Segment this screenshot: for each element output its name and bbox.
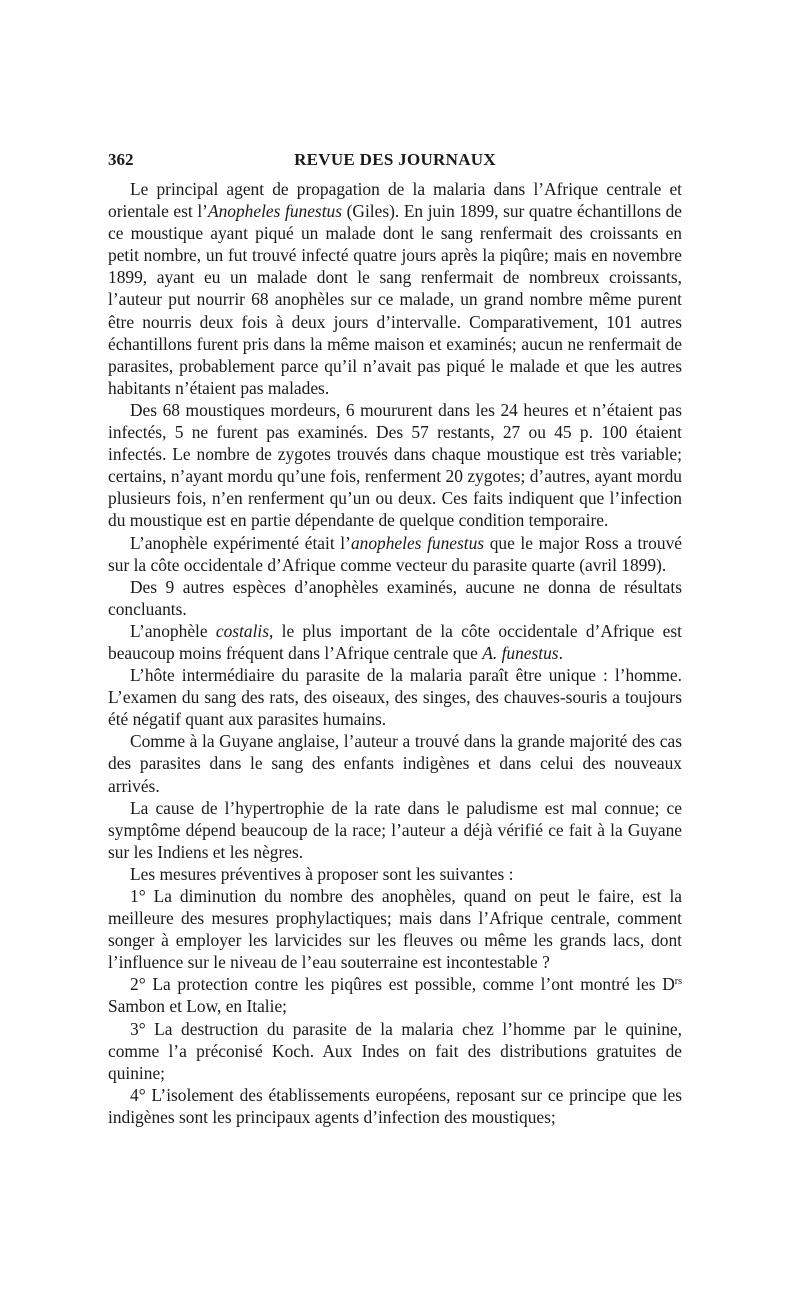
paragraph-measure-1: 1° La diminution du nombre des anophèles, quand on peut le faire, est la meilleure des mesures prophylactiques; mais dans l’Afrique centrale, comment songer à employer les larvicides sur les fleuves ou même les grands lacs, dont l’influence sur le niveau de l’eau souterraine est incontestable ? (108, 886, 682, 973)
page-header (108, 150, 682, 172)
species-name: costalis (215, 620, 270, 641)
paragraph-other-species: Des 9 autres espèces d’anophèles examinés, aucune ne donna de résultats concluants. (108, 576, 682, 619)
paragraph-costalis: L’anophèle costalis, le plus important de la côte occidentale d’Afrique est beaucoup moins fréquent dans l’Afrique centrale que A. funestus. (108, 620, 682, 663)
page-number: 362 (108, 150, 134, 169)
paragraph-measure-3: 3° La destruction du parasite de la malaria chez l’homme par le quinine, comme l’a préconisé Koch. Aux Indes on fait des distributions gratuites de quinine; (108, 1018, 682, 1083)
article-body (108, 178, 682, 1128)
paragraph-measure-2: 2° La protection contre les piqûres est possible, comme l’ont montré les $D^{rs}$ Sambon et Low, en Italie; (108, 974, 682, 1017)
species-name: Anopheles funestus (207, 201, 342, 222)
species-name: A. funestus (482, 642, 559, 663)
paragraph-preventive-measures: Les mesures préventives à proposer sont les suivantes : (130, 863, 514, 884)
paragraph-spleen: La cause de l’hypertrophie de la rate dans le paludisme est mal connue; ce symptôme dépend beaucoup de la race; l’auteur a déjà vérifié ce fait à la Guyane sur les Indiens et les nègres. (108, 797, 682, 862)
paragraph-anopheles-funestus: Le principal agent de propagation de la malaria dans l’Afrique centrale et orientale est l’Anopheles funestus (Giles). En juin 1899, sur quatre échantillons de ce moustique ayant piqué un malade dont le sang renfermait des croissants en petit nombre, un fut trouvé infecté quatre jours après la piqûre; mais en novembre 1899, ayant eu un malade dont le sang renfermait de nombreux croissants, l’auteur put nourrir 68 anophèles sur ce malade, un grand nombre même purent être nourris deux fois à deux jours d’intervalle. Comparativement, 101 autres échantillons furent pris dans la même maison et examinés; aucun ne renfermait de parasites, probablement parce qu’il n’avait pas piqué le malade et que les autres habitants n’étaient pas malades. (108, 179, 682, 398)
paragraph-guyane: Comme à la Guyane anglaise, l’auteur a trouvé dans la grande majorité des cas des parasites dans le sang des enfants indigènes et dans celui des nouveaux arrivés. (108, 731, 682, 796)
species-name: anopheles funestus (350, 532, 485, 553)
document-page (108, 150, 682, 1128)
running-title: REVUE DES JOURNAUX (294, 150, 496, 169)
paragraph-ross-vector: L’anophèle expérimenté était l’anopheles funestus que le major Ross a trouvé sur la côte occidentale d’Afrique comme vecteur du parasite quarte (avril 1899). (108, 532, 682, 575)
paragraph-intermediate-host: L’hôte intermédiaire du parasite de la malaria paraît être unique : l’homme. L’examen du sang des rats, des oiseaux, des singes, des chauves-souris a toujours été négatif quant aux parasites humains. (108, 665, 682, 730)
paragraph-infection-results: Des 68 moustiques mordeurs, 6 moururent dans les 24 heures et n’étaient pas infectés, 5 ne furent pas examinés. Des 57 restants, 27 ou 45 p. 100 étaient infectés. Le nombre de zygotes trouvés dans chaque moustique est très variable; certains, n’ayant mordu qu’une fois, renferment 20 zygotes; d’autres, ayant mordu plusieurs fois, n’en renferment qu’un ou deux. Ces faits indiquent que l’infection du moustique est en partie dépendante de quelque condition temporaire. (108, 399, 682, 531)
paragraph-measure-4: 4° L’isolement des établissements européens, reposant sur ce principe que les indigènes sont les principaux agents d’infection des moustiques; (108, 1084, 682, 1127)
